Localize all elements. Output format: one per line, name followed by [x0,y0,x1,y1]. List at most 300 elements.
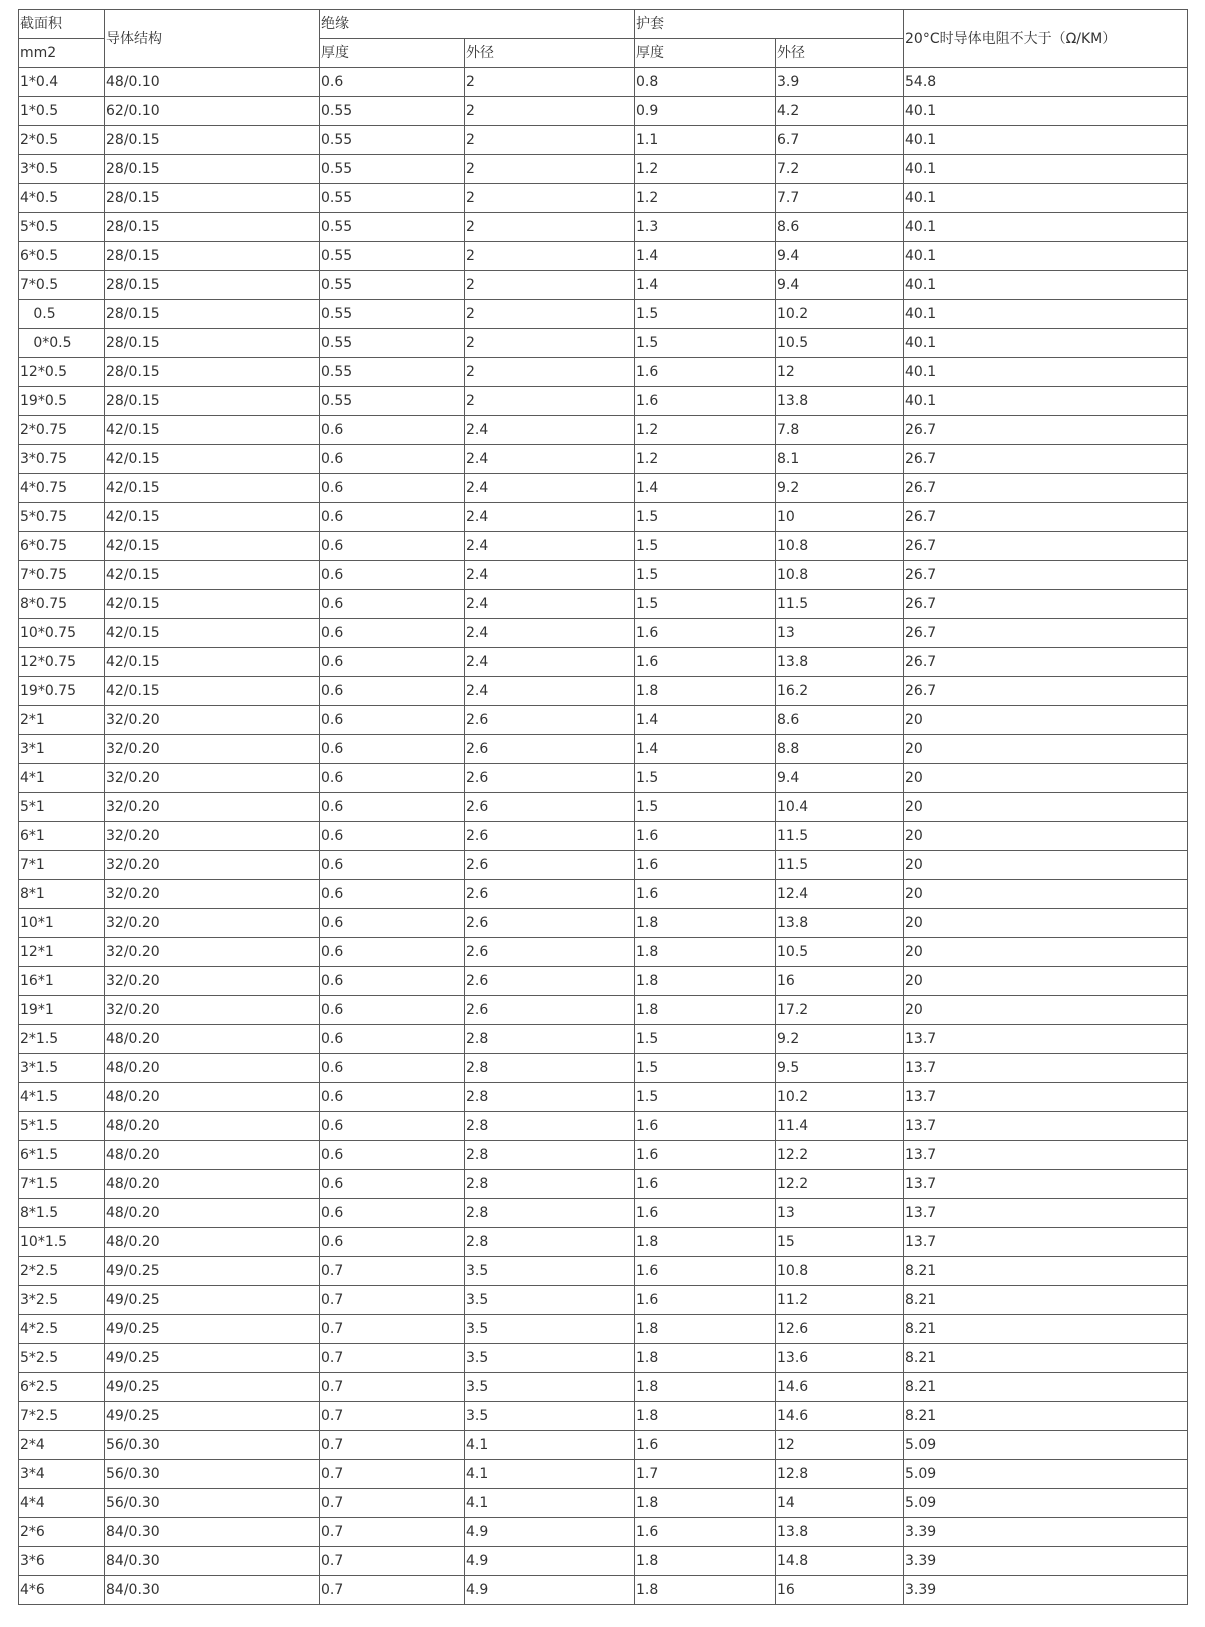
cell-resistance: 3.39 [904,1547,1188,1576]
cell-section: 3*4 [19,1460,105,1489]
cell-sheath-od: 11.2 [776,1286,904,1315]
cell-conductor: 42/0.15 [105,474,320,503]
cell-insulation-thickness: 0.6 [320,532,465,561]
cell-insulation-thickness: 0.6 [320,445,465,474]
cell-insulation-od: 2.8 [465,1112,635,1141]
cell-resistance: 13.7 [904,1112,1188,1141]
cell-section: 5*1 [19,793,105,822]
cell-insulation-od: 2.4 [465,445,635,474]
table-row [19,1431,1188,1460]
cell-resistance: 26.7 [904,590,1188,619]
cell-insulation-od: 2 [465,68,635,97]
cell-conductor: 32/0.20 [105,706,320,735]
cell-sheath-thickness: 1.5 [635,561,776,590]
cell-sheath-od: 4.2 [776,97,904,126]
cell-resistance: 40.1 [904,97,1188,126]
cell-sheath-od: 10.8 [776,561,904,590]
cell-insulation-od: 2.6 [465,822,635,851]
table-row [19,1460,1188,1489]
cell-sheath-od: 10.4 [776,793,904,822]
cell-insulation-od: 2.8 [465,1228,635,1257]
table-row [19,97,1188,126]
cell-sheath-od: 8.8 [776,735,904,764]
cell-sheath-od: 11.5 [776,822,904,851]
table-row [19,561,1188,590]
cell-resistance: 40.1 [904,358,1188,387]
table-row [19,1344,1188,1373]
cell-insulation-thickness: 0.7 [320,1402,465,1431]
cell-section: 6*0.75 [19,532,105,561]
cell-sheath-thickness: 1.2 [635,416,776,445]
cell-sheath-thickness: 1.6 [635,648,776,677]
cell-sheath-od: 16.2 [776,677,904,706]
table-row [19,300,1188,329]
cell-resistance: 20 [904,880,1188,909]
cell-insulation-thickness: 0.6 [320,880,465,909]
cell-insulation-od: 2.8 [465,1170,635,1199]
cell-insulation-thickness: 0.6 [320,822,465,851]
cell-conductor: 42/0.15 [105,677,320,706]
header-insulation-od: 外径 [465,39,635,68]
cell-insulation-od: 2 [465,300,635,329]
table-row [19,1489,1188,1518]
table-row [19,1141,1188,1170]
cell-resistance: 13.7 [904,1199,1188,1228]
cell-insulation-od: 2.6 [465,793,635,822]
table-row [19,1547,1188,1576]
cell-conductor: 42/0.15 [105,445,320,474]
cell-conductor: 49/0.25 [105,1344,320,1373]
cell-resistance: 20 [904,851,1188,880]
cell-insulation-od: 2.6 [465,735,635,764]
cell-section: 7*2.5 [19,1402,105,1431]
cell-section: 4*1 [19,764,105,793]
cell-insulation-od: 2.6 [465,967,635,996]
header-insulation: 绝缘 [320,10,635,39]
cell-resistance: 40.1 [904,271,1188,300]
cell-section: 6*0.5 [19,242,105,271]
cell-insulation-od: 4.9 [465,1547,635,1576]
cell-sheath-thickness: 1.4 [635,474,776,503]
cell-sheath-od: 11.4 [776,1112,904,1141]
cell-sheath-od: 10.8 [776,532,904,561]
cell-conductor: 32/0.20 [105,822,320,851]
cell-sheath-od: 11.5 [776,851,904,880]
cell-resistance: 26.7 [904,503,1188,532]
header-resistance: 20°C时导体电阻不大于（Ω/KM） [904,10,1188,68]
cell-sheath-od: 16 [776,967,904,996]
cell-insulation-od: 3.5 [465,1315,635,1344]
table-row [19,1576,1188,1605]
cell-sheath-thickness: 1.4 [635,706,776,735]
cell-insulation-thickness: 0.6 [320,996,465,1025]
cell-sheath-od: 7.2 [776,155,904,184]
cell-section: 0.5 [19,300,105,329]
cell-insulation-thickness: 0.6 [320,1199,465,1228]
cell-insulation-od: 2.6 [465,938,635,967]
cell-sheath-thickness: 1.1 [635,126,776,155]
cell-insulation-od: 2.8 [465,1054,635,1083]
cell-sheath-od: 15 [776,1228,904,1257]
cell-insulation-thickness: 0.6 [320,1025,465,1054]
cell-sheath-od: 3.9 [776,68,904,97]
cell-insulation-thickness: 0.6 [320,1083,465,1112]
table-row [19,1054,1188,1083]
cell-insulation-od: 2 [465,97,635,126]
table-row [19,1228,1188,1257]
table-row [19,1402,1188,1431]
cell-insulation-od: 4.9 [465,1576,635,1605]
cell-insulation-thickness: 0.6 [320,909,465,938]
cell-sheath-od: 8.6 [776,706,904,735]
cell-insulation-od: 2.6 [465,764,635,793]
cell-resistance: 8.21 [904,1344,1188,1373]
cell-sheath-od: 9.2 [776,1025,904,1054]
cell-resistance: 26.7 [904,677,1188,706]
cell-section: 10*1 [19,909,105,938]
cell-resistance: 26.7 [904,474,1188,503]
cell-section: 2*6 [19,1518,105,1547]
cell-insulation-od: 2 [465,242,635,271]
cell-insulation-thickness: 0.7 [320,1518,465,1547]
table-row [19,996,1188,1025]
cell-sheath-od: 13.8 [776,648,904,677]
cell-resistance: 40.1 [904,126,1188,155]
cell-section: 3*1 [19,735,105,764]
cell-sheath-thickness: 1.5 [635,1083,776,1112]
cell-sheath-thickness: 1.6 [635,822,776,851]
cell-sheath-od: 8.1 [776,445,904,474]
cell-conductor: 49/0.25 [105,1402,320,1431]
cell-resistance: 20 [904,967,1188,996]
cell-resistance: 20 [904,735,1188,764]
cell-conductor: 49/0.25 [105,1286,320,1315]
table-row [19,793,1188,822]
cell-insulation-thickness: 0.55 [320,271,465,300]
table-row [19,1083,1188,1112]
table-row [19,155,1188,184]
cell-resistance: 40.1 [904,155,1188,184]
cell-sheath-od: 14.6 [776,1402,904,1431]
cell-conductor: 84/0.30 [105,1547,320,1576]
cell-insulation-od: 3.5 [465,1402,635,1431]
table-row [19,213,1188,242]
cell-sheath-od: 12.8 [776,1460,904,1489]
cell-sheath-thickness: 1.6 [635,1199,776,1228]
cell-insulation-od: 4.9 [465,1518,635,1547]
cell-insulation-thickness: 0.6 [320,967,465,996]
cell-insulation-thickness: 0.7 [320,1257,465,1286]
cell-insulation-thickness: 0.55 [320,242,465,271]
cell-conductor: 48/0.20 [105,1228,320,1257]
cell-section: 6*2.5 [19,1373,105,1402]
cell-sheath-od: 12.2 [776,1141,904,1170]
table-row [19,184,1188,213]
cell-conductor: 32/0.20 [105,996,320,1025]
cell-resistance: 54.8 [904,68,1188,97]
cell-section: 8*1.5 [19,1199,105,1228]
cell-insulation-thickness: 0.6 [320,677,465,706]
cell-conductor: 56/0.30 [105,1460,320,1489]
cell-conductor: 28/0.15 [105,126,320,155]
cell-conductor: 42/0.15 [105,416,320,445]
cell-sheath-od: 13 [776,619,904,648]
cell-sheath-thickness: 1.6 [635,1518,776,1547]
cell-resistance: 20 [904,764,1188,793]
cell-sheath-od: 12.6 [776,1315,904,1344]
cell-sheath-thickness: 1.8 [635,1547,776,1576]
cell-insulation-thickness: 0.55 [320,300,465,329]
cell-sheath-thickness: 1.6 [635,851,776,880]
cell-conductor: 56/0.30 [105,1489,320,1518]
cell-conductor: 48/0.20 [105,1170,320,1199]
cell-insulation-od: 3.5 [465,1344,635,1373]
cell-sheath-od: 10.2 [776,1083,904,1112]
cell-sheath-od: 10.8 [776,1257,904,1286]
table-row [19,851,1188,880]
cell-insulation-thickness: 0.6 [320,1054,465,1083]
cell-insulation-thickness: 0.55 [320,184,465,213]
table-row [19,1315,1188,1344]
cell-insulation-od: 2.4 [465,648,635,677]
cell-resistance: 5.09 [904,1489,1188,1518]
cell-insulation-thickness: 0.7 [320,1489,465,1518]
cell-section: 5*1.5 [19,1112,105,1141]
header-conductor: 导体结构 [105,10,320,68]
cell-sheath-od: 9.4 [776,764,904,793]
cell-conductor: 42/0.15 [105,590,320,619]
cell-sheath-thickness: 1.5 [635,793,776,822]
cell-resistance: 26.7 [904,561,1188,590]
cell-resistance: 8.21 [904,1373,1188,1402]
cell-section: 16*1 [19,967,105,996]
cell-resistance: 26.7 [904,648,1188,677]
cell-sheath-thickness: 1.6 [635,358,776,387]
cell-sheath-od: 8.6 [776,213,904,242]
cell-sheath-od: 14 [776,1489,904,1518]
cell-resistance: 5.09 [904,1460,1188,1489]
cell-sheath-thickness: 1.8 [635,996,776,1025]
cell-insulation-od: 2.4 [465,416,635,445]
cell-section: 6*1 [19,822,105,851]
table-row [19,1025,1188,1054]
header-section: 截面积 [19,10,105,39]
cell-sheath-thickness: 1.7 [635,1460,776,1489]
cell-section: 12*1 [19,938,105,967]
cell-sheath-thickness: 1.5 [635,1054,776,1083]
table-row [19,126,1188,155]
table-row [19,1518,1188,1547]
table-row [19,619,1188,648]
cell-resistance: 40.1 [904,242,1188,271]
cell-section: 2*1 [19,706,105,735]
cell-insulation-thickness: 0.7 [320,1460,465,1489]
cell-insulation-thickness: 0.6 [320,561,465,590]
cell-insulation-thickness: 0.7 [320,1547,465,1576]
cell-section: 1*0.5 [19,97,105,126]
cell-sheath-od: 9.4 [776,271,904,300]
cell-sheath-thickness: 1.8 [635,1402,776,1431]
cell-conductor: 48/0.20 [105,1083,320,1112]
cell-section: 7*0.75 [19,561,105,590]
cell-resistance: 26.7 [904,532,1188,561]
cell-sheath-od: 9.5 [776,1054,904,1083]
cell-conductor: 42/0.15 [105,561,320,590]
cell-insulation-thickness: 0.7 [320,1576,465,1605]
table-row [19,329,1188,358]
cell-insulation-thickness: 0.6 [320,474,465,503]
cell-conductor: 28/0.15 [105,271,320,300]
table-row [19,735,1188,764]
cell-section: 2*2.5 [19,1257,105,1286]
cell-section: 5*2.5 [19,1344,105,1373]
cell-resistance: 40.1 [904,184,1188,213]
cell-sheath-thickness: 1.6 [635,1141,776,1170]
cell-resistance: 13.7 [904,1083,1188,1112]
cell-conductor: 32/0.20 [105,909,320,938]
cell-insulation-od: 2.4 [465,503,635,532]
table-row [19,416,1188,445]
cell-resistance: 20 [904,996,1188,1025]
cell-sheath-thickness: 1.3 [635,213,776,242]
cell-sheath-od: 17.2 [776,996,904,1025]
cell-insulation-thickness: 0.7 [320,1431,465,1460]
cell-insulation-thickness: 0.6 [320,590,465,619]
cell-insulation-od: 2.4 [465,561,635,590]
cell-sheath-od: 12 [776,358,904,387]
table-row [19,880,1188,909]
table-row [19,1170,1188,1199]
cell-sheath-thickness: 1.8 [635,1315,776,1344]
cell-conductor: 28/0.15 [105,387,320,416]
cell-section: 4*4 [19,1489,105,1518]
cell-conductor: 32/0.20 [105,793,320,822]
cell-conductor: 32/0.20 [105,735,320,764]
cell-section: 8*1 [19,880,105,909]
cell-sheath-thickness: 1.8 [635,938,776,967]
cell-sheath-thickness: 1.6 [635,1431,776,1460]
cell-section: 10*1.5 [19,1228,105,1257]
table-row [19,1257,1188,1286]
cell-sheath-thickness: 1.6 [635,619,776,648]
cell-conductor: 42/0.15 [105,648,320,677]
cell-resistance: 13.7 [904,1141,1188,1170]
cell-sheath-thickness: 1.4 [635,242,776,271]
cell-sheath-od: 7.8 [776,416,904,445]
cell-conductor: 48/0.20 [105,1141,320,1170]
cell-sheath-thickness: 1.6 [635,1257,776,1286]
cell-insulation-od: 2.8 [465,1025,635,1054]
cell-insulation-thickness: 0.7 [320,1344,465,1373]
cell-sheath-od: 10.2 [776,300,904,329]
cell-section: 3*0.75 [19,445,105,474]
cell-sheath-thickness: 1.8 [635,1373,776,1402]
cell-sheath-thickness: 1.5 [635,532,776,561]
cell-resistance: 26.7 [904,416,1188,445]
cell-insulation-od: 2.6 [465,909,635,938]
cell-section: 5*0.75 [19,503,105,532]
cable-spec-table [18,9,1188,1605]
table-row [19,1112,1188,1141]
cell-conductor: 28/0.15 [105,213,320,242]
cell-sheath-od: 7.7 [776,184,904,213]
cell-conductor: 42/0.15 [105,503,320,532]
cell-sheath-thickness: 1.5 [635,503,776,532]
cell-sheath-thickness: 1.8 [635,1228,776,1257]
cell-conductor: 42/0.15 [105,532,320,561]
cell-conductor: 28/0.15 [105,242,320,271]
cell-sheath-od: 11.5 [776,590,904,619]
cell-sheath-od: 9.2 [776,474,904,503]
cell-resistance: 20 [904,822,1188,851]
cell-conductor: 48/0.20 [105,1199,320,1228]
table-row [19,706,1188,735]
cell-sheath-thickness: 1.4 [635,271,776,300]
table-row [19,967,1188,996]
cell-conductor: 84/0.30 [105,1576,320,1605]
table-row [19,909,1188,938]
table-row [19,358,1188,387]
cell-conductor: 84/0.30 [105,1518,320,1547]
cell-insulation-thickness: 0.6 [320,503,465,532]
cell-resistance: 20 [904,909,1188,938]
cell-sheath-thickness: 1.6 [635,1170,776,1199]
cell-insulation-od: 2 [465,329,635,358]
cell-sheath-thickness: 1.8 [635,677,776,706]
cell-resistance: 20 [904,793,1188,822]
cell-insulation-thickness: 0.6 [320,416,465,445]
cell-conductor: 28/0.15 [105,300,320,329]
cell-insulation-thickness: 0.55 [320,213,465,242]
table-row [19,1286,1188,1315]
table-row [19,271,1188,300]
cell-section: 4*2.5 [19,1315,105,1344]
cell-section: 3*6 [19,1547,105,1576]
cell-sheath-thickness: 1.8 [635,909,776,938]
cell-insulation-od: 3.5 [465,1286,635,1315]
cell-conductor: 49/0.25 [105,1373,320,1402]
cell-insulation-od: 2.6 [465,851,635,880]
cell-section: 12*0.5 [19,358,105,387]
cell-insulation-thickness: 0.55 [320,387,465,416]
table-row [19,68,1188,97]
cell-section: 7*0.5 [19,271,105,300]
table-row [19,1199,1188,1228]
cell-section: 6*1.5 [19,1141,105,1170]
cell-resistance: 8.21 [904,1257,1188,1286]
cell-insulation-od: 2 [465,358,635,387]
cell-insulation-od: 2.4 [465,590,635,619]
cell-conductor: 62/0.10 [105,97,320,126]
cell-conductor: 48/0.20 [105,1025,320,1054]
cell-conductor: 48/0.20 [105,1112,320,1141]
cell-insulation-od: 2 [465,387,635,416]
table-row [19,242,1188,271]
cell-insulation-thickness: 0.6 [320,68,465,97]
cell-insulation-thickness: 0.6 [320,1141,465,1170]
cell-insulation-thickness: 0.55 [320,126,465,155]
cell-insulation-od: 2.8 [465,1141,635,1170]
cell-sheath-thickness: 1.6 [635,387,776,416]
cell-insulation-thickness: 0.7 [320,1286,465,1315]
cell-resistance: 40.1 [904,329,1188,358]
cell-sheath-od: 16 [776,1576,904,1605]
cell-sheath-thickness: 1.6 [635,880,776,909]
cell-sheath-od: 14.6 [776,1373,904,1402]
cell-resistance: 5.09 [904,1431,1188,1460]
cell-resistance: 40.1 [904,213,1188,242]
header-section-unit: mm2 [19,39,105,68]
